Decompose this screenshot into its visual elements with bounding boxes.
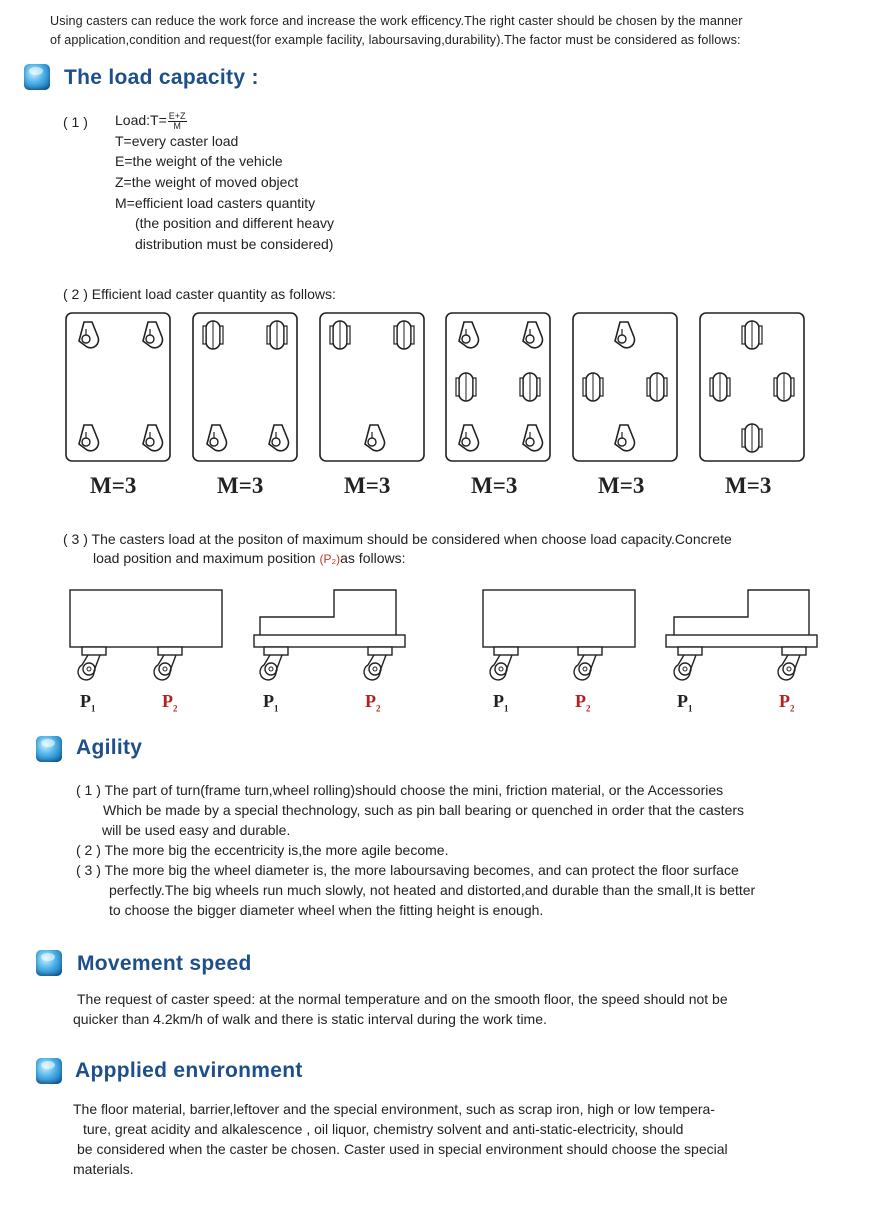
load-item-3-line-1: ( 3 ) The casters load at the positon of maximum should be considered when choose load capacity.Concrete [63,531,732,547]
m-label: M=3 [598,473,645,498]
section-bullet-icon [24,64,50,90]
diagram-6 [700,313,804,461]
speed-body [73,989,863,1029]
section-bullet-icon [36,736,62,762]
diagram-3 [320,313,424,461]
item3-p2: (P₂) [319,552,341,566]
p-label: $P_1$ [80,691,96,714]
intro-line-1: Using casters can reduce the work force and increase the work efficency.The right caster should be chosen by the manner [50,14,743,28]
load-diagram-2 [254,590,405,680]
caster-layout-diagrams [0,305,892,470]
agility-line-2: Which be made by a special thechnology, such as pin ball bearing or quenched in order that the casters [103,802,745,818]
load-diagram-3 [483,590,635,680]
env-line-2: ture, great acidity and alkalescence , oil liquor, chemistry solvent and anti-static-electricity, should [83,1121,684,1137]
load-position-diagrams [0,585,892,685]
intro-line-2: of application,condition and request(for example facility, laboursaving,durability).The factor must be considered as follows: [50,33,741,47]
m-label: M=3 [344,473,391,498]
speed-line-1: The request of caster speed: at the normal temperature and on the smooth floor, the speed should not be [77,991,728,1007]
diagram-2 [193,313,297,461]
agility-line-1: ( 1 ) The part of turn(frame turn,wheel rolling)should choose the mini, friction material, or the Accessories [76,782,724,798]
agility-line-7: to choose the bigger diameter wheel when the fitting height is enough. [109,902,544,918]
t-definition: T=every caster load [115,132,239,149]
note-line-1: (the position and different heavy [135,215,334,232]
applied-environment-title: Appplied environment [75,1059,303,1082]
load-diagram-1 [70,590,222,680]
agility-line-6: perfectly.The big wheels run much slowly, not heated and distorted,and durable than the small,It is better [109,882,756,898]
section-bullet-icon [36,1058,62,1084]
env-body [73,1099,863,1179]
m-definition: M=efficient load casters quantity [115,194,316,211]
load-capacity-title: The load capacity : [64,66,259,89]
env-line-3: be considered when the caster be chosen. Caster used in special environment should choose the special [77,1141,728,1157]
diagram-5 [573,313,677,461]
diagram-4 [446,313,550,461]
p-label: $P_2$ [575,691,591,714]
p-label: $P_2$ [779,691,795,714]
agility-body [76,780,866,920]
env-line-1: The floor material, barrier,leftover and the special environment, such as scrap iron, high or low tempera- [73,1101,715,1117]
agility-line-3: will be used easy and durable. [102,822,291,838]
load-item-1-num: ( 1 ) [63,114,88,130]
formula-denominator: M [173,120,181,131]
m-label: M=3 [90,473,137,498]
item3-text-b: as follows: [340,550,406,566]
m-label: M=3 [471,473,518,498]
env-line-4: materials. [73,1161,134,1177]
diagram-1 [66,313,170,461]
load-item-3-line-2 [93,548,405,569]
p-label: $P_1$ [263,691,279,714]
agility-title: Agility [76,736,143,759]
movement-speed-title: Movement speed [77,952,252,975]
m-label: M=3 [725,473,772,498]
p-label: $P_1$ [493,691,509,714]
load-item-2: ( 2 ) Efficient load caster quantity as follows: [63,286,336,302]
agility-line-5: ( 3 ) The more big the wheel diameter is, the more laboursaving becomes, and can protect the floor surface [76,862,739,878]
p-label: $P_2$ [162,691,178,714]
load-diagram-4 [666,590,817,680]
agility-line-4: ( 2 ) The more big the eccentricity is,the more agile become. [76,842,449,858]
load-formula [115,110,445,131]
speed-line-2: quicker than 4.2km/h of walk and there is static interval during the work time. [73,1011,547,1027]
load-formula-block [115,110,445,254]
formula-prefix: Load:T= [115,112,167,128]
p-label: $P_1$ [677,691,693,714]
e-definition: E=the weight of the vehicle [115,153,283,170]
note-line-2: distribution must be considered) [135,235,334,252]
formula-numerator: E+Z [168,110,186,121]
formula-fraction [168,112,187,131]
intro-text [50,12,840,50]
z-definition: Z=the weight of moved object [115,173,299,190]
section-bullet-icon [36,950,62,976]
item3-text-a: load position and maximum position [93,550,320,566]
p-label: $P_2$ [365,691,381,714]
m-label: M=3 [217,473,264,498]
